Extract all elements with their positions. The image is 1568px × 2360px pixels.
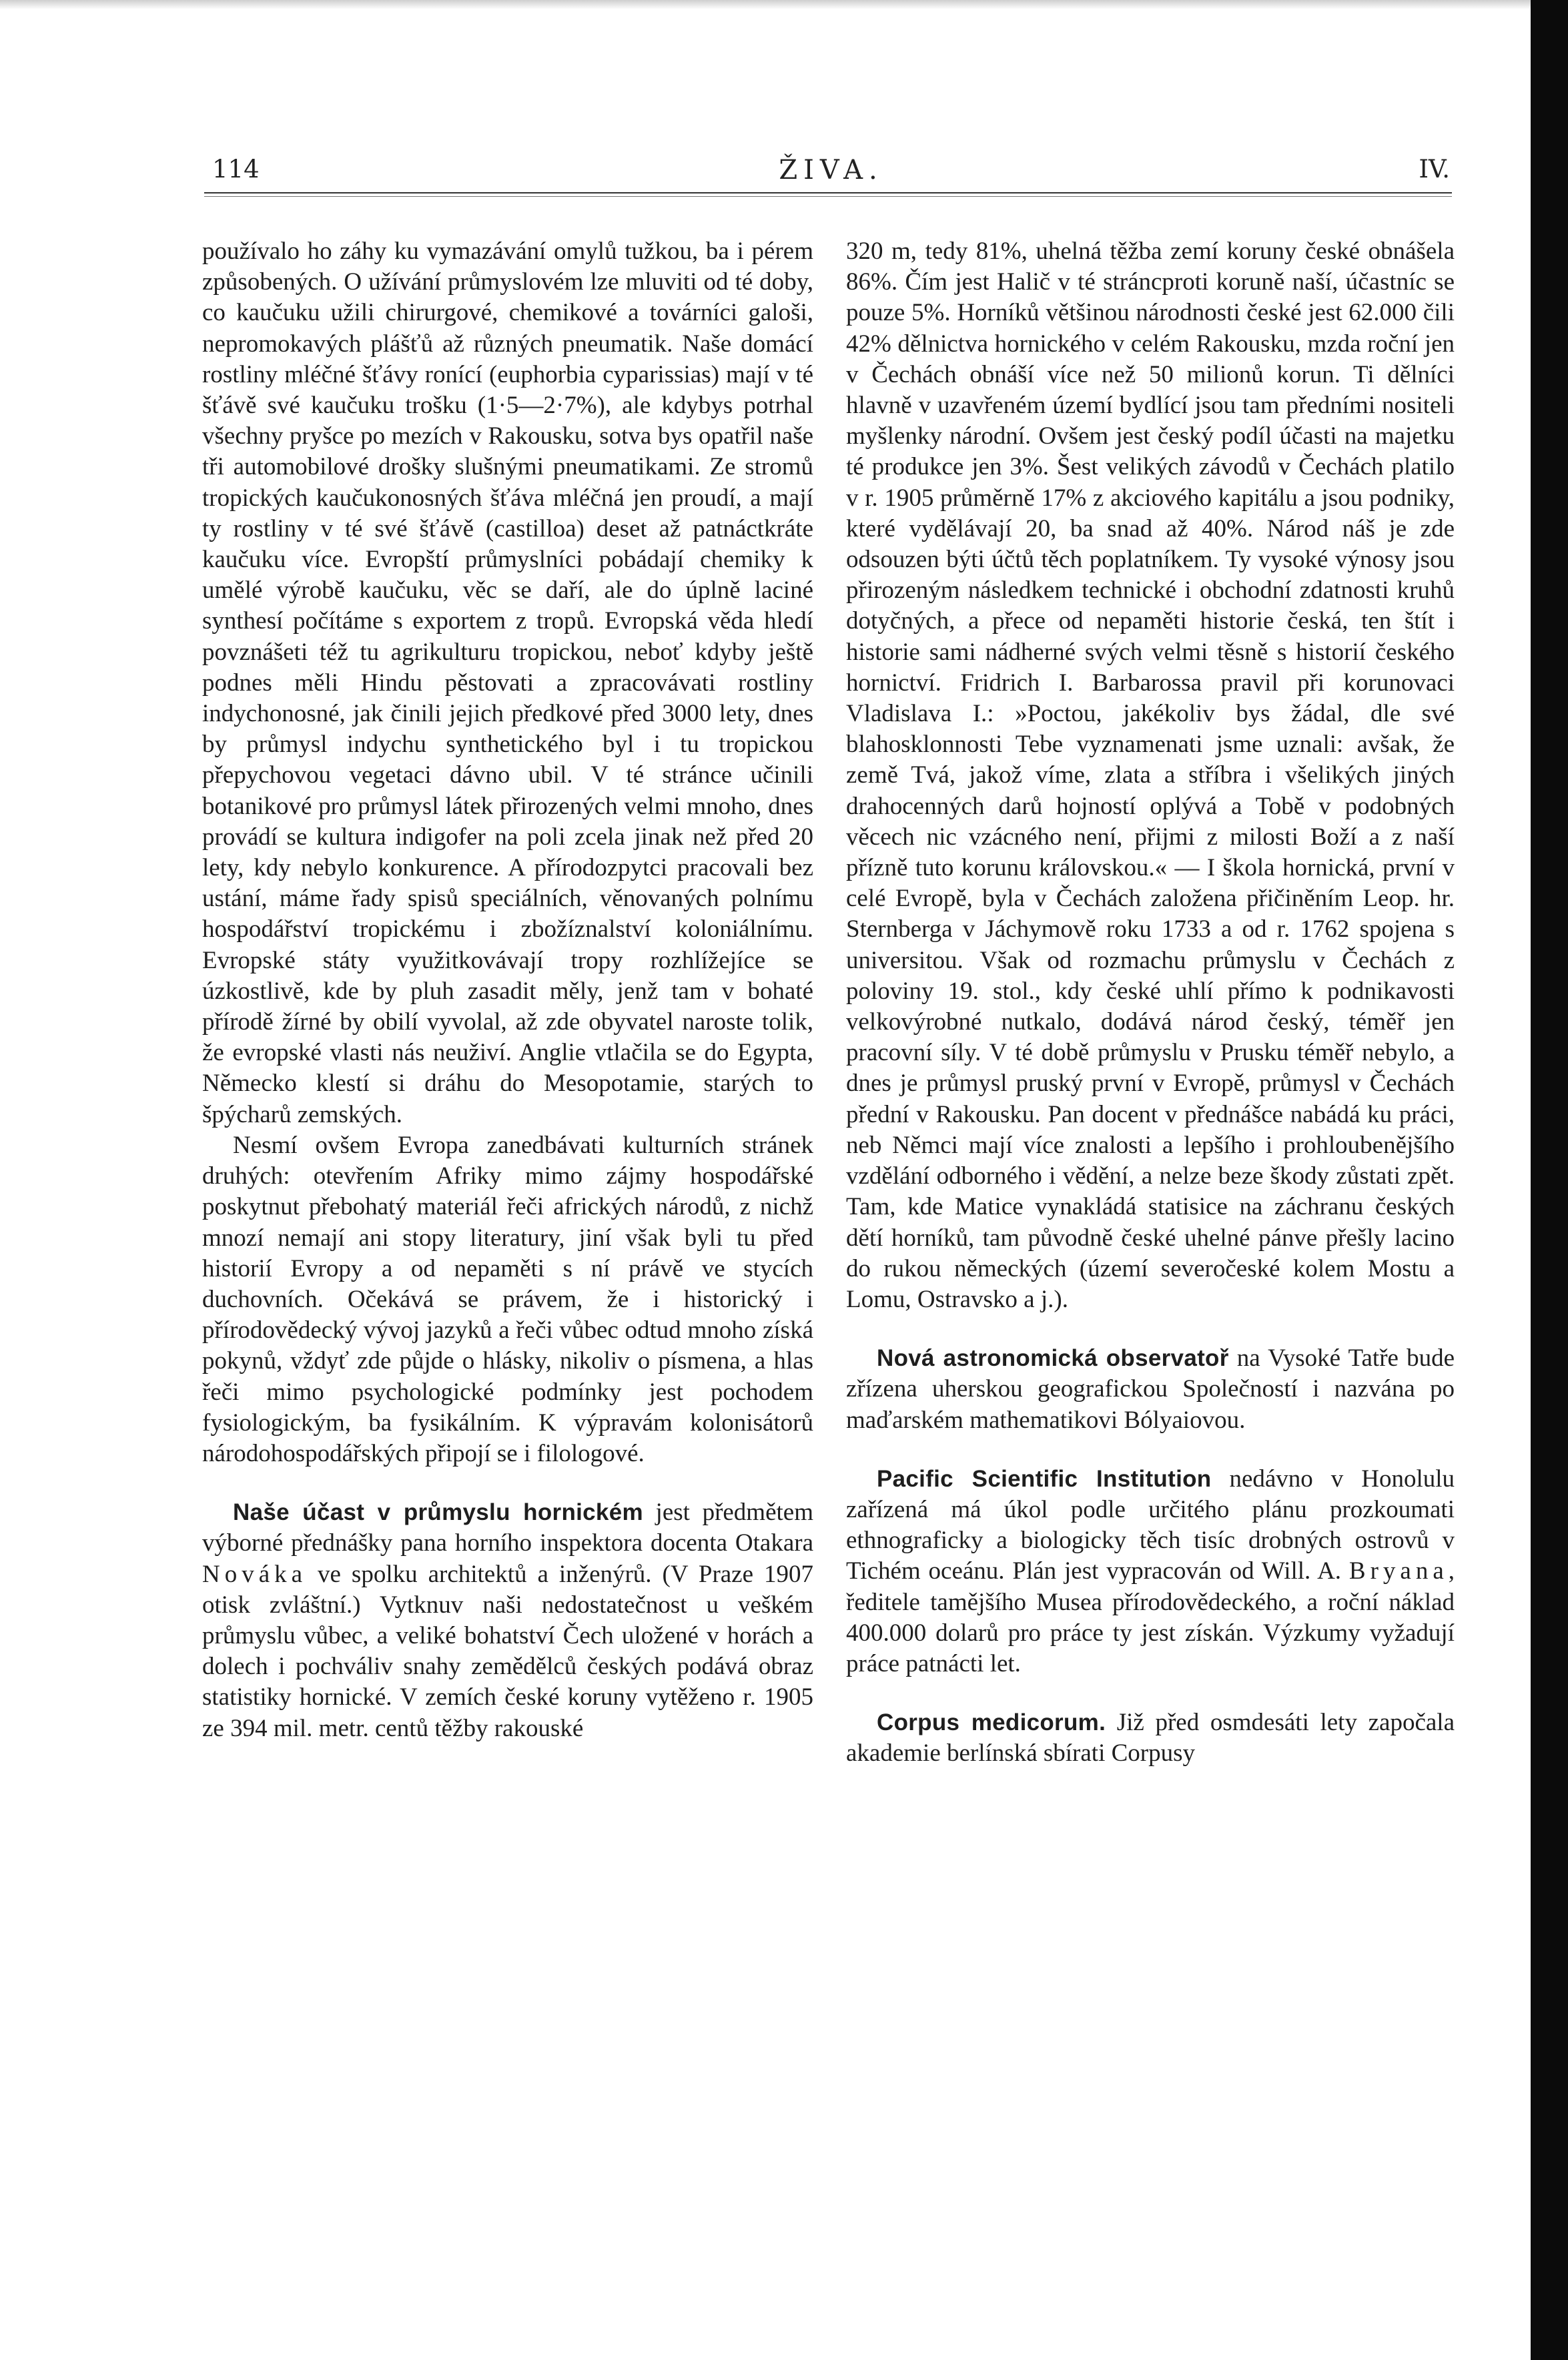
page-number: 114 <box>212 155 260 183</box>
article-text-part: Již před osmdesáti lety započala akademie berlínská sbírati Corpusy <box>846 1709 1455 1767</box>
article-heading-observatory: Nová astronomická observatoř <box>877 1345 1229 1372</box>
article-heading-pacific: Pacific Scientific Institution <box>877 1465 1212 1492</box>
article-pacific-institution <box>846 1464 1455 1679</box>
article-text-part: na Vysoké Tatře bude zřízena uherskou geografickou Společností i nazvána po maďarském mathematikovi Bólyaiovou. <box>846 1344 1455 1434</box>
paragraph-kaucuk-continuation: používalo ho záhy ku vymazávání omylů tužkou, ba i pérem způsobených. O užívání průmyslovém lze mluviti od té doby, co kaučuku užili chirurgové, chemikové a továrníci galoši, nepromokavých plášťů až různých pneumatik. Naše domácí rostliny mléčné šťávy ronící (euphorbia cyparissias) mají v té šťávě své kaučuku trošku (1·5—2·7%), ale kdybys potrhal všechny pryšce po mezích v Rakousku, sotva bys opatřil naše tři automobilové drošky slušnými pneumatikami. Ze stromů tropických kaučukonosných šťáva mléčná jen proudí, a mají ty rostliny v té své šťávě (castilloa) deset až patnáctkráte kaučuku více. Evropští průmyslníci pobádají chemiky k umělé výrobě kaučuku, věc se daří, ale do úplně laciné synthesí počítáme s exportem z tropů. Evropská věda hledí povznášeti též tu agrikulturu tropickou, neboť kdyby ještě podnes měli Hindu pěstovati a zpracovávati rostliny indychonosné, jak činili jejich předkové před 3000 lety, dnes by průmysl indychu synthetického byl i tu tropickou přepychovou vegetaci dávno ubil. V té stránce učinili botanikové pro průmysl látek přirozených velmi mnoho, dnes provádí se kultura indigofer na poli zcela jinak než před 20 lety, kdy nebylo konkurence. A přírodozpytci pracovali bez ustání, máme řady spisů speciálních, věnovaných polnímu hospodářství tropickému i zbožíznalství koloniálnímu. Evropské státy využitkovávají tropy rozhlížejíce se úzkostlivě, kde by pluh zasadit měly, jenž tam v bohaté přírodě žírné by obilí vyvolal, až zde obyvatel naroste tolik, že evropské vlasti nás neuživí. Anglie vtlačila se do Egypta, Německo klestí si dráhu do Mesopotamie, starých to špýcharů zemských. <box>202 238 813 1128</box>
header-rule <box>204 192 1452 197</box>
article-hornictvi <box>202 1497 813 1744</box>
left-column <box>202 236 813 1744</box>
article-text-part: nedávno v Honolulu zařízená má úkol podle určitého plánu prozkoumati ethnograficky a biologicky těch tisíc drobných ostrovů v Tichém oceánu. Plán jest vypracován od Will. A. <box>846 1465 1455 1585</box>
running-header <box>212 155 1450 195</box>
article-heading-corpus: Corpus medicorum. <box>877 1709 1106 1736</box>
author-name-novak: Nováka <box>202 1560 308 1588</box>
article-text-part: ve spolku architektů a inženýrů. (V Praze 1907 otisk zvláštní.) Vytknuv naši nedostatečnost u veškém průmyslu vůbec, a veliké bohatství Čech uložené v horách a dolech i pochváliv snahy zemědělců českých podává obraz statistiky hornické. V zemích české koruny vytěženo r. 1905 ze 394 mil. metr. centů těžby rakouské <box>202 1560 813 1742</box>
article-observatory <box>846 1343 1455 1436</box>
article-text-part: , ředitele tamějšího Musea přírodovědeckého, a roční náklad 400.000 dolarů pro práce ty jest získán. Výzkumy vyžadují práce patnácti let. <box>846 1557 1455 1677</box>
article-text-part: jest předmětem výborné přednášky pana horního inspektora docenta Otakara <box>202 1499 813 1557</box>
scan-right-edge <box>1531 0 1568 2360</box>
article-heading-hornictvi: Naše účast v průmyslu hornickém <box>233 1499 643 1526</box>
journal-title: ŽIVA. <box>779 155 883 185</box>
article-corpus-medicorum <box>846 1707 1455 1769</box>
paragraph-hornictvi-continuation: 320 m, tedy 81%, uhelná těžba zemí koruny české obnášela 86%. Čím jest Halič v té stráncproti koruně naší, účastníc se pouze 5%. Horníků většinou národnosti české jest 62.000 čili 42% dělnictva hornického v celém Rakousku, mzda roční jen v Čechách obnáší více než 50 milionů korun. Ti dělníci hlavně v uzavřeném území bydlící jsou tam předními nositeli myšlenky národní. Ovšem jest český podíl účasti na majetku té produkce jen 3%. Šest velikých závodů v Čechách platilo v r. 1905 průměrně 17% z akciového kapitálu a jsou podniky, které vydělávají 20, ba snad až 40%. Národ náš je zde odsouzen býti účtů těch poplatníkem. Ty vysoké výnosy jsou přirozeným následkem technické i obchodní zdatnosti kruhů dotyčných, a přece od nepaměti historie česká, ten štít i historie sami nádherné svých velmi těsně s historií českého hornictví. Fridrich I. Barbarossa pravil při korunovaci Vladislava I.: »Poctou, jakékoliv bys žádal, dle své blahosklonnosti Tebe vyznamenati jsme uznali: avšak, že země Tvá, jakož víme, zlata a stříbra i všelikých jiných drahocenných darů hojností oplývá a Tobě v podobných věcech nic vzácného není, přijmi z milosti Boží a z naší přízně tuto korunu královskou.« — I škola hornická, první v celé Evropě, byla v Čechách založena přičiněním Leop. hr. Sternberga v Jáchymově roku 1733 a od r. 1762 spojena s universitou. Však od rozmachu průmyslu v Čechách z poloviny 19. stol., kdy české uhlí přímo k podnikavosti velkovýrobné nutkalo, dodává národ český, téměř jen pracovní síly. V té době průmyslu v Prusku téměř nebylo, a dnes je průmysl pruský první v Evropě, průmysl v Čechách přední v Rakousku. Pan docent v přednášce nabádá ku práci, neb Němci mají více znalosti a lepšího i prohloubenějšího vzdělání odborného i vědění, a nelze beze škody zůstati zpět. Tam, kde Matice vynakládá statisice na záchranu českých dětí horníků, tam původně české uhelné pánve přešly lacino do rukou německých (území severočeské kolem Mostu a Lomu, Ostravsko a j.). <box>846 238 1455 1313</box>
volume-number: IV. <box>1419 155 1450 183</box>
right-column <box>846 236 1455 1769</box>
paragraph-kulturni-stranky: Nesmí ovšem Evropa zanedbávati kulturních stránek druhých: otevřením Afriky mimo zájmy hospodářské poskytnut přebohatý materiál řeči afrických národů, z nichž mnozí nemají ani stopy literatury, jiní však byli tu před historií Evropy a od nepaměti s ní právě ve stycích duchovních. Očekává se právem, že i historický i přírodovědecký vývoj jazyků a řeči vůbec odtud mnoho získá pokynů, vždyť zde půjde o hlásky, nikoliv o písmena, a hlas řeči mimo psychologické podmínky jest pochodem fysiologickým, ba fysikálním. K výpravám kolonisátorů národohospodářských připojí se i filologové. <box>202 1131 813 1467</box>
person-name-bryan: Bryana <box>1348 1557 1449 1585</box>
